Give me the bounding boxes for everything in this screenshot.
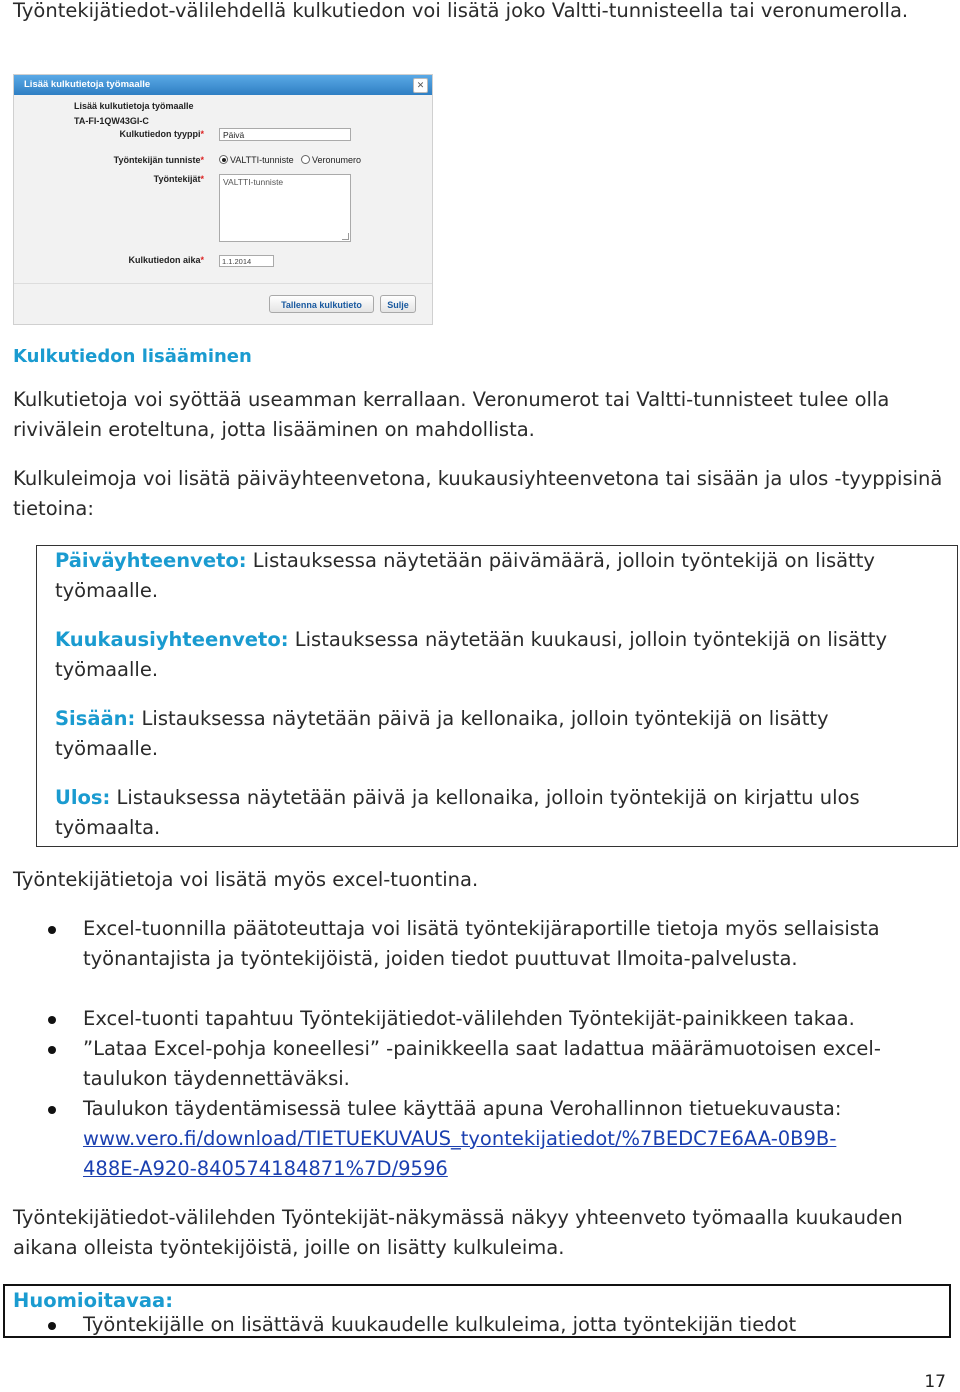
radio-selected-icon [219, 155, 228, 164]
site-id: TA-FI-1QW43GI-C [74, 116, 149, 126]
bullet-item: Excel-tuonnilla päätoteuttaja voi lisätä työntekijäraportille tietoja myös sellaisista työnantajista ja työntekijöistä, joiden tiedot puuttuvat Ilmoita-palvelusta. [83, 917, 880, 970]
bullet-icon [48, 1106, 56, 1114]
dialog-divider [14, 283, 432, 284]
date-label: Kulkutiedon aika* [128, 255, 204, 265]
employees-placeholder: VALTTI-tunniste [223, 177, 284, 187]
paragraph-2: Kulkuleimoja voi lisätä päiväyhteenvetona, kuukausiyhteenvetona tai sisään ja ulos -tyyppisinä tietoina: [13, 467, 943, 520]
tietuekuvaus-link[interactable]: www.vero.fi/download/TIETUEKUVAUS_tyontekijatiedot/%7BEDC7E6AA-0B9B- [83, 1127, 837, 1150]
section-heading: Kulkutiedon lisääminen [13, 346, 252, 367]
employees-textarea[interactable] [219, 174, 351, 242]
type-item: Päiväyhteenveto: Listauksessa näytetään päivämäärä, jolloin työntekijä on lisätty työmaalle. [55, 549, 875, 602]
bullet-item: ”Lataa Excel-pohja koneellesi” -painikkeella saat ladattua määrämuotoisen excel-taulukon täydennettäväksi. [83, 1037, 881, 1090]
bullet-icon [48, 1046, 56, 1054]
close-button[interactable]: Sulje [380, 295, 416, 313]
radio-empty-icon [301, 155, 310, 164]
bullet-icon [48, 1016, 56, 1024]
employees-label: Työntekijät* [153, 174, 204, 184]
date-input[interactable]: 1.1.2014 [219, 255, 274, 267]
type-item: Kuukausiyhteenveto: Listauksessa näytetään kuukausi, jolloin työntekijä on lisätty työmaalle. [55, 628, 888, 681]
paragraph-1: Kulkutietoja voi syöttää useamman kerrallaan. Veronumerot tai Valtti-tunnisteet tulee olla rivivälein eroteltuna, jotta lisääminen on mahdollista. [13, 388, 890, 441]
page-number: 17 [924, 1372, 946, 1392]
type-select[interactable]: Päivä [219, 128, 351, 141]
type-item: Sisään: Listauksessa näytetään päivä ja kellonaika, jolloin työntekijä on lisätty työmaalle. [55, 707, 829, 760]
add-access-record-dialog [13, 74, 433, 325]
paragraph-4: Työntekijätiedot-välilehden Työntekijät-näkymässä näkyy yhteenveto työmaalla kuukauden aikana olleista työntekijöistä, joille on lisätty kulkuleima. [13, 1206, 903, 1259]
bullet-icon [48, 926, 56, 934]
identifier-label: Työntekijän tunniste* [113, 155, 204, 165]
bullet-icon [48, 1322, 56, 1330]
bullet-item: Excel-tuonti tapahtuu Työntekijätiedot-välilehden Työntekijät-painikkeen takaa. [83, 1007, 855, 1030]
type-label: Kulkutiedon tyyppi* [119, 129, 204, 139]
close-icon[interactable]: ✕ [413, 78, 428, 93]
note-title: Huomioitavaa: [13, 1289, 173, 1312]
radio-veronumero[interactable]: Veronumero [301, 155, 361, 165]
paragraph-3: Työntekijätietoja voi lisätä myös excel-tuontina. [13, 868, 479, 891]
radio-valtti[interactable]: VALTTI-tunniste [219, 155, 294, 165]
intro-paragraph: Työntekijätiedot-välilehdellä kulkutiedon voi lisätä joko Valtti-tunnisteella tai veronumerolla. [13, 0, 909, 22]
resize-handle-icon[interactable] [342, 233, 349, 240]
dialog-titlebar: Lisää kulkutietoja työmaalle [14, 75, 432, 95]
dialog-heading: Lisää kulkutietoja työmaalle [74, 101, 194, 111]
bullet-item: Taulukon täydentämisessä tulee käyttää apuna Verohallinnon tietuekuvausta: www.vero.fi/download/TIETUEKUVAUS_tyontekijatiedot/%7BEDC7E6AA-0B9B- 488E-A920-840574184871%7D/9596 [83, 1097, 842, 1180]
tietuekuvaus-link-cont[interactable]: 488E-A920-840574184871%7D/9596 [83, 1157, 448, 1180]
type-item: Ulos: Listauksessa näytetään päivä ja kellonaika, jolloin työntekijä on kirjattu ulos työmaalta. [55, 786, 860, 839]
note-bullet: Työntekijälle on lisättävä kuukaudelle kulkuleima, jotta työntekijän tiedot [83, 1313, 797, 1336]
save-button[interactable]: Tallenna kulkutieto [269, 295, 374, 313]
